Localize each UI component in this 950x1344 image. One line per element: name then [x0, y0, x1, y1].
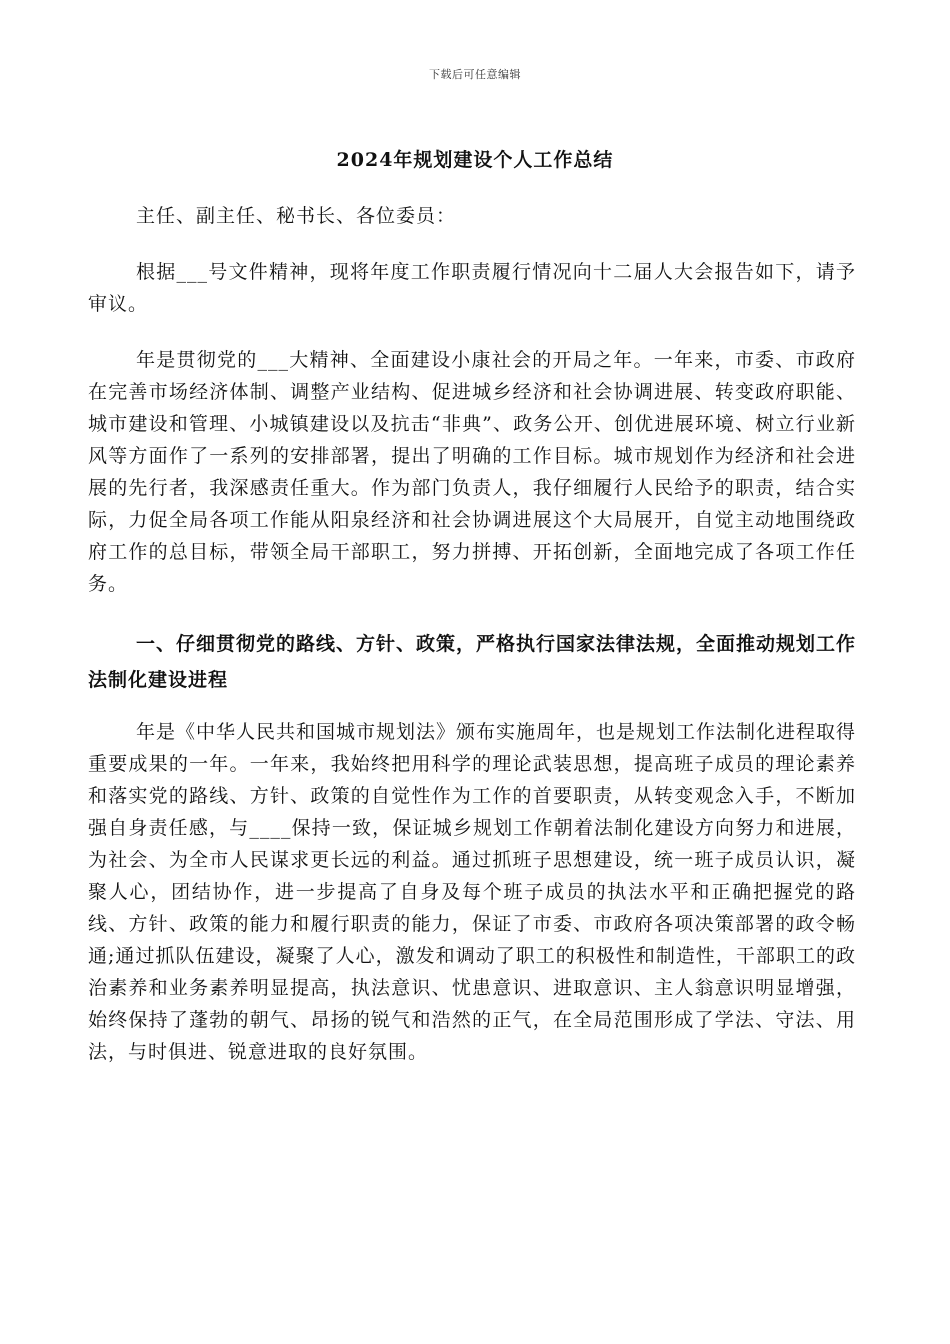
header-note: 下载后可任意编辑	[429, 68, 521, 81]
salutation: 主任、副主任、秘书长、各位委员：	[136, 205, 457, 227]
section-1-body: 年是《中华人民共和国城市规划法》颁布实施周年，也是规划工作法制化进程取得重要成果的一年。一年来，我始终把用科学的理论武装思想，提高班子成员的理论素养和落实党的路线、方针、政策的自觉性作为工作的首要职责，从转变观念入手，不断加强自身责任感，与____保持一致，保证城乡规划工作朝着法制化建设方向努力和进展，为社会、为全市人民谋求更长远的利益。通过抓班子思想建设，统一班子成员认识，凝聚人心，团结协作，进一步提高了自身及每个班子成员的执法水平和正确把握党的路线、方针、政策的能力和履行职责的能力，保证了市委、市政府各项决策部署的政令畅通;通过抓队伍建设，凝聚了人心，激发和调动了职工的积极性和制造性，干部职工的政治素养和业务素养明显提高，执法意识、忧患意识、进取意识、主人翁意识明显增强，始终保持了蓬勃的朝气、昂扬的锐气和浩然的正气，在全局范围形成了学法、守法、用法，与时俱进、锐意进取的良好氛围。	[88, 721, 857, 1063]
paragraph-basis: 根据___号文件精神，现将年度工作职责履行情况向十二届人大会报告如下，请予审议。	[88, 261, 856, 315]
document-body	[88, 200, 856, 1068]
section-1-heading: 一、仔细贯彻党的路线、方针、政策，严格执行国家法律法规，全面推动规划工作法制化建设进程	[88, 633, 857, 691]
document-title: 2024年规划建设个人工作总结	[336, 149, 614, 171]
paragraph-intro: 年是贯彻党的___大精神、全面建设小康社会的开局之年。一年来，市委、市政府在完善市场经济体制、调整产业结构、促进城乡经济和社会协调进展、转变政府职能、城市建设和管理、小城镇建设以及抗击“非典”、政务公开、创优进展环境、树立行业新风等方面作了一系列的安排部署，提出了明确的工作目标。城市规划作为经济和社会进展的先行者，我深感责任重大。作为部门负责人，我仔细履行人民给予的职责，结合实际，力促全局各项工作能从阳泉经济和社会协调进展这个大局展开，自觉主动地围绕政府工作的总目标，带领全局干部职工，努力拼搏、开拓创新，全面地完成了各项工作任务。	[88, 349, 856, 595]
